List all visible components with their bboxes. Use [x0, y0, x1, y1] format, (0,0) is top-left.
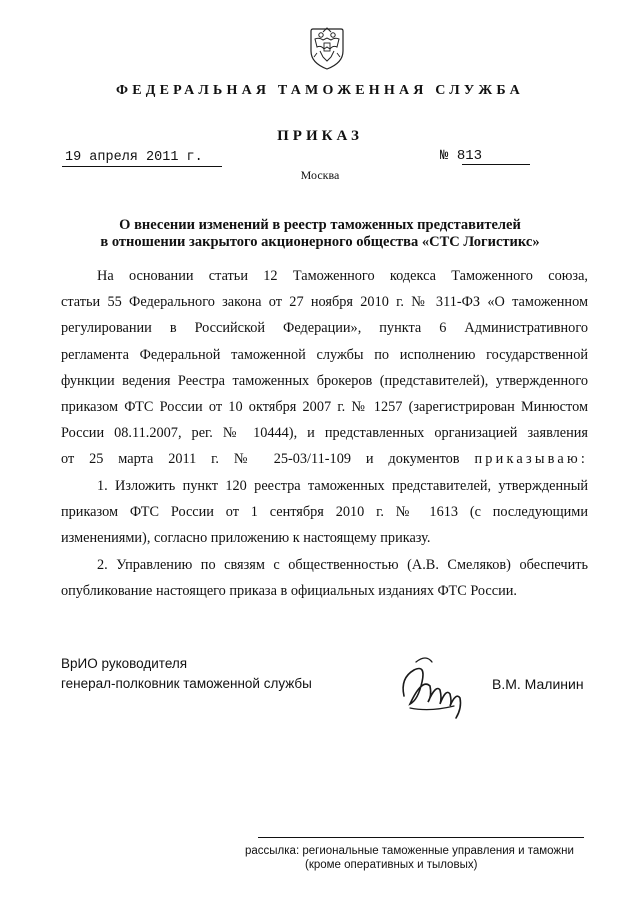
text-line: 1. Изложить пункт 120 реестра таможенных представителей, утвержденный: [97, 478, 588, 494]
signatory-name: В.М. Малинин: [492, 676, 584, 692]
text-line: регулировании в Российской Федерации», пункта 6 Административного: [61, 320, 588, 337]
paragraph-item-1: [61, 473, 588, 552]
signatory-role: ВрИО руководителя: [61, 656, 188, 671]
document-type: ПРИКАЗ: [277, 128, 363, 144]
order-date: 19 апреля 2011 г.: [65, 150, 203, 165]
heading-line: О внесении изменений в реестр таможенных представителей: [119, 217, 521, 233]
number-sign: №: [440, 148, 449, 164]
distribution-note: (кроме оперативных и тыловых): [305, 859, 478, 871]
text-line: 2. Управлению по связям с общественностью (А.В. Смеляков) обеспечить: [97, 557, 588, 573]
eagle-emblem-icon: [305, 23, 349, 71]
number-value: 813: [456, 148, 483, 164]
distribution-list: рассылка: региональные таможенные управления и таможни: [245, 845, 574, 857]
text-line: опубликование настоящего приказа в официальных изданиях ФТС России.: [61, 583, 517, 600]
handwritten-signature-icon: [396, 648, 470, 728]
text-line: регламента Федеральной таможенной службы по исполнению государственной: [61, 346, 588, 363]
text-line: На основании статьи 12 Таможенного кодекса Таможенного союза,: [97, 268, 588, 284]
paragraph-item-2: [61, 552, 588, 604]
text-line: статьи 55 Федерального закона от 27 ноября 2010 г. № 311-ФЗ «О таможенном: [61, 294, 588, 311]
text-line: [61, 446, 588, 472]
document-heading: [60, 217, 580, 251]
number-underline: [462, 164, 530, 165]
decree-word: приказываю:: [474, 451, 588, 468]
text-fragment: от 25 марта 2011 г. № 25-03/11-109 и документов: [61, 451, 460, 468]
signatory-rank: генерал-полковник таможенной службы: [61, 676, 312, 691]
text-line: изменениями), согласно приложению к настоящему приказу.: [61, 530, 431, 547]
text-line: функции ведения Реестра таможенных брокеров (представителей), утвержденного: [61, 372, 588, 389]
paragraph-basis: [61, 263, 588, 473]
text-line: приказом ФТС России от 1 сентября 2010 г. № 1613 (с последующими: [61, 504, 588, 521]
date-underline: [62, 166, 222, 167]
text-line: приказом ФТС России от 10 октября 2007 г. № 1257 (зарегистрирован Минюстом: [61, 399, 588, 416]
text-line: России 08.11.2007, рег. № 10444), и представленных организацией заявления: [61, 425, 588, 442]
agency-name: ФЕДЕРАЛЬНАЯ ТАМОЖЕННАЯ СЛУЖБА: [116, 83, 524, 98]
distribution-divider: [258, 837, 584, 838]
city: Москва: [300, 168, 340, 182]
order-number: [440, 148, 482, 164]
heading-line: в отношении закрытого акционерного общества «СТС Логистикс»: [100, 234, 540, 250]
